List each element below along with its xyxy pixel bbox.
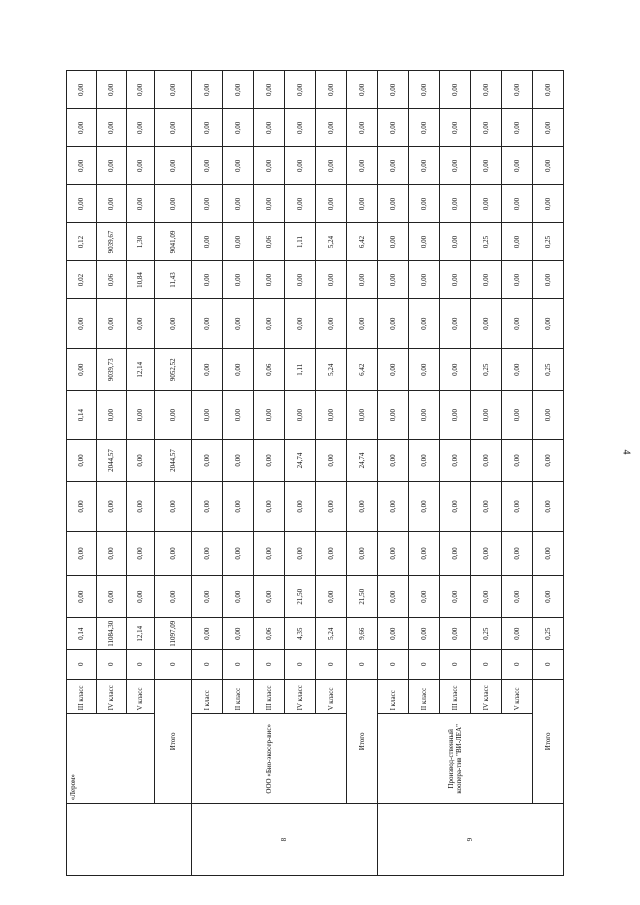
- total-value-cell: 6,42: [347, 223, 378, 261]
- total-value-cell: 0,00: [155, 185, 192, 223]
- value-cell: 0,00: [223, 147, 254, 185]
- value-cell: 0,00: [67, 349, 97, 391]
- value-cell: 0,00: [285, 185, 316, 223]
- value-cell: 0,00: [440, 482, 471, 532]
- total-value-cell: 0,00: [155, 299, 192, 349]
- value-cell: 0,00: [316, 71, 347, 109]
- value-cell: 0,00: [285, 482, 316, 532]
- total-value-cell: 0,00: [533, 482, 564, 532]
- total-value-cell: 0: [347, 650, 378, 680]
- value-cell: 0,00: [192, 71, 223, 109]
- value-cell: 0,00: [471, 185, 502, 223]
- value-cell: 0,00: [409, 439, 440, 481]
- value-cell: 0,00: [471, 147, 502, 185]
- value-cell: 1,30: [127, 223, 155, 261]
- value-cell: 9039,67: [97, 223, 127, 261]
- value-cell: 0: [97, 650, 127, 680]
- total-value-cell: 0,00: [347, 109, 378, 147]
- value-cell: 0: [502, 650, 533, 680]
- value-cell: 0,00: [378, 439, 409, 481]
- table-row: [67, 29, 97, 876]
- total-value-cell: 9,66: [347, 618, 378, 650]
- total-value-cell: 24,74: [347, 439, 378, 481]
- value-cell: 0,00: [502, 299, 533, 349]
- value-cell: 0,00: [409, 576, 440, 618]
- total-row: [533, 29, 564, 876]
- value-cell: 0,00: [502, 349, 533, 391]
- value-cell: 0,00: [254, 299, 285, 349]
- value-cell: 0,00: [378, 531, 409, 575]
- total-value-cell: 0,25: [533, 223, 564, 261]
- total-value-cell: 0,00: [533, 109, 564, 147]
- value-cell: 1,11: [285, 349, 316, 391]
- value-cell: 0,00: [502, 261, 533, 299]
- value-cell: 0,00: [316, 391, 347, 440]
- value-cell: 0,00: [316, 576, 347, 618]
- value-cell: 0,06: [254, 349, 285, 391]
- total-value-cell: 0,00: [155, 147, 192, 185]
- value-cell: 0,00: [97, 391, 127, 440]
- hazard-class-cell: II класс: [409, 679, 440, 714]
- value-cell: 0,00: [254, 109, 285, 147]
- row-number-cell: 8: [192, 804, 378, 876]
- value-cell: 0,00: [378, 147, 409, 185]
- value-cell: 0,00: [254, 576, 285, 618]
- value-cell: 0,00: [502, 576, 533, 618]
- total-value-cell: 0,00: [533, 71, 564, 109]
- total-value-cell: 0,00: [347, 185, 378, 223]
- value-cell: 0,00: [67, 439, 97, 481]
- value-cell: 0,25: [471, 618, 502, 650]
- value-cell: 0,00: [316, 147, 347, 185]
- total-value-cell: 0,00: [533, 391, 564, 440]
- value-cell: 0,00: [440, 349, 471, 391]
- value-cell: 0,00: [409, 299, 440, 349]
- value-cell: 0,00: [440, 71, 471, 109]
- total-value-cell: 0,25: [533, 349, 564, 391]
- value-cell: 0,00: [97, 299, 127, 349]
- value-cell: 0,00: [127, 185, 155, 223]
- value-cell: 0,00: [127, 299, 155, 349]
- hazard-class-cell: V класс: [502, 679, 533, 714]
- total-value-cell: 0,00: [533, 261, 564, 299]
- value-cell: 0,00: [254, 482, 285, 532]
- value-cell: 0,06: [254, 223, 285, 261]
- value-cell: 0,00: [440, 618, 471, 650]
- value-cell: 0,00: [223, 391, 254, 440]
- value-cell: 12,14: [127, 618, 155, 650]
- hazard-class-cell: III класс: [67, 679, 97, 714]
- value-cell: 0,00: [192, 299, 223, 349]
- value-cell: 0,00: [502, 71, 533, 109]
- value-cell: 0,00: [440, 391, 471, 440]
- value-cell: 0,00: [192, 391, 223, 440]
- value-cell: 0,00: [409, 531, 440, 575]
- value-cell: 0,00: [378, 299, 409, 349]
- hazard-class-cell: II класс: [223, 679, 254, 714]
- value-cell: 0,00: [316, 261, 347, 299]
- value-cell: 0,12: [67, 223, 97, 261]
- value-cell: 0: [440, 650, 471, 680]
- table-row: [192, 29, 223, 876]
- value-cell: 0,00: [192, 482, 223, 532]
- value-cell: 0,00: [502, 223, 533, 261]
- total-value-cell: 2044,57: [155, 439, 192, 481]
- value-cell: 0,00: [192, 531, 223, 575]
- value-cell: 0,00: [254, 185, 285, 223]
- value-cell: 0,00: [67, 185, 97, 223]
- value-cell: 2044,57: [97, 439, 127, 481]
- hazard-class-cell: IV класс: [471, 679, 502, 714]
- value-cell: 0,00: [192, 185, 223, 223]
- value-cell: 1,11: [285, 223, 316, 261]
- value-cell: 0,00: [378, 223, 409, 261]
- value-cell: 0,00: [223, 618, 254, 650]
- value-cell: 0,00: [471, 576, 502, 618]
- value-cell: 0,00: [409, 71, 440, 109]
- value-cell: 0,00: [192, 223, 223, 261]
- value-cell: 0,00: [502, 618, 533, 650]
- value-cell: 0,00: [471, 71, 502, 109]
- value-cell: 12,14: [127, 349, 155, 391]
- value-cell: 0,00: [440, 439, 471, 481]
- value-cell: 0,00: [440, 223, 471, 261]
- value-cell: 0,00: [471, 391, 502, 440]
- total-value-cell: 0: [155, 650, 192, 680]
- value-cell: 0,00: [285, 71, 316, 109]
- value-cell: 0: [223, 650, 254, 680]
- value-cell: 0,00: [316, 185, 347, 223]
- value-cell: 0,00: [127, 576, 155, 618]
- value-cell: 0,25: [471, 223, 502, 261]
- waste-data-table: [66, 28, 564, 876]
- value-cell: 0,00: [409, 618, 440, 650]
- value-cell: 0,00: [440, 261, 471, 299]
- total-value-cell: 0,00: [533, 147, 564, 185]
- value-cell: 0: [316, 650, 347, 680]
- value-cell: 0,02: [67, 261, 97, 299]
- value-cell: 0,00: [127, 109, 155, 147]
- value-cell: 0,00: [378, 618, 409, 650]
- value-cell: 0,00: [502, 391, 533, 440]
- value-cell: 0,00: [378, 185, 409, 223]
- value-cell: 0,00: [127, 439, 155, 481]
- total-value-cell: 0,00: [347, 531, 378, 575]
- value-cell: 0,00: [192, 261, 223, 299]
- page-number: 4: [620, 449, 632, 455]
- value-cell: 0,00: [440, 299, 471, 349]
- value-cell: 0,00: [254, 531, 285, 575]
- total-value-cell: 21,50: [347, 576, 378, 618]
- value-cell: 0,14: [67, 391, 97, 440]
- value-cell: 0,00: [471, 261, 502, 299]
- value-cell: 0: [471, 650, 502, 680]
- total-value-cell: 0: [533, 650, 564, 680]
- total-label-cell: Итого: [533, 679, 564, 804]
- hazard-class-cell: V класс: [127, 679, 155, 714]
- value-cell: 0: [409, 650, 440, 680]
- value-cell: 0,00: [223, 439, 254, 481]
- value-cell: 0: [285, 650, 316, 680]
- value-cell: 0,00: [127, 71, 155, 109]
- value-cell: 0,00: [192, 349, 223, 391]
- value-cell: 0,00: [127, 147, 155, 185]
- value-cell: 0,00: [223, 482, 254, 532]
- organization-name-cell: «Лером»: [67, 714, 155, 804]
- value-cell: 0,00: [285, 531, 316, 575]
- value-cell: 0,00: [440, 147, 471, 185]
- total-value-cell: 0,00: [533, 531, 564, 575]
- value-cell: 0,00: [316, 439, 347, 481]
- total-value-cell: 9052,52: [155, 349, 192, 391]
- value-cell: 0,00: [97, 482, 127, 532]
- value-cell: 0,00: [97, 531, 127, 575]
- value-cell: 0,00: [378, 576, 409, 618]
- total-row: [155, 29, 192, 876]
- value-cell: 0,00: [316, 109, 347, 147]
- value-cell: 0: [127, 650, 155, 680]
- hazard-class-cell: IV класс: [285, 679, 316, 714]
- total-value-cell: 0,00: [347, 147, 378, 185]
- value-cell: 0,00: [97, 147, 127, 185]
- value-cell: 0,00: [223, 223, 254, 261]
- total-value-cell: 0,00: [533, 576, 564, 618]
- value-cell: 0,00: [254, 71, 285, 109]
- value-cell: 0,00: [192, 576, 223, 618]
- value-cell: 0,00: [409, 185, 440, 223]
- value-cell: 0,00: [67, 71, 97, 109]
- hazard-class-cell: III класс: [254, 679, 285, 714]
- total-label-cell: Итого: [347, 679, 378, 804]
- value-cell: 0,00: [223, 531, 254, 575]
- value-cell: 0: [192, 650, 223, 680]
- value-cell: 0,00: [67, 299, 97, 349]
- total-value-cell: 0,00: [155, 109, 192, 147]
- total-value-cell: 11097,09: [155, 618, 192, 650]
- value-cell: 0,00: [378, 109, 409, 147]
- value-cell: 0,00: [223, 299, 254, 349]
- value-cell: 0: [378, 650, 409, 680]
- value-cell: 0,00: [192, 439, 223, 481]
- total-value-cell: 0,00: [155, 71, 192, 109]
- value-cell: 0,00: [409, 391, 440, 440]
- value-cell: 0,00: [471, 109, 502, 147]
- value-cell: 5,24: [316, 349, 347, 391]
- value-cell: 0,00: [440, 109, 471, 147]
- hazard-class-cell: V класс: [316, 679, 347, 714]
- value-cell: 0,00: [502, 185, 533, 223]
- value-cell: 0,00: [192, 109, 223, 147]
- total-value-cell: 0,00: [533, 299, 564, 349]
- value-cell: 4,35: [285, 618, 316, 650]
- value-cell: 0,00: [223, 185, 254, 223]
- value-cell: 0,00: [378, 482, 409, 532]
- total-value-cell: 0,00: [533, 185, 564, 223]
- total-value-cell: 0,00: [347, 482, 378, 532]
- total-value-cell: 0,00: [347, 391, 378, 440]
- value-cell: 0,00: [127, 531, 155, 575]
- row-number-cell: 9: [378, 804, 564, 876]
- value-cell: 0,00: [285, 261, 316, 299]
- value-cell: 0,00: [502, 482, 533, 532]
- value-cell: 0,00: [378, 71, 409, 109]
- value-cell: 0,00: [285, 299, 316, 349]
- table-row: [378, 29, 409, 876]
- total-value-cell: 6,42: [347, 349, 378, 391]
- total-value-cell: 9041,09: [155, 223, 192, 261]
- value-cell: 0,00: [471, 299, 502, 349]
- value-cell: 0,00: [67, 109, 97, 147]
- value-cell: 0,00: [502, 109, 533, 147]
- value-cell: 5,24: [316, 223, 347, 261]
- value-cell: 0,00: [254, 391, 285, 440]
- value-cell: 0,00: [409, 223, 440, 261]
- value-cell: 0,00: [409, 109, 440, 147]
- value-cell: 0,00: [378, 349, 409, 391]
- total-value-cell: 0,00: [155, 391, 192, 440]
- value-cell: 0,00: [471, 482, 502, 532]
- value-cell: 0,00: [409, 349, 440, 391]
- value-cell: 0,00: [502, 531, 533, 575]
- value-cell: 0,00: [97, 576, 127, 618]
- value-cell: 0,00: [223, 109, 254, 147]
- value-cell: 0,00: [316, 482, 347, 532]
- total-value-cell: 0,00: [155, 482, 192, 532]
- total-value-cell: 0,00: [155, 576, 192, 618]
- total-value-cell: 11,43: [155, 261, 192, 299]
- value-cell: 0,00: [502, 147, 533, 185]
- value-cell: 0,00: [127, 391, 155, 440]
- value-cell: 0,00: [316, 531, 347, 575]
- organization-name-cell: Производ-ственный коопера-тив "ВИ-ЛЕА": [378, 714, 533, 804]
- value-cell: 0,06: [254, 618, 285, 650]
- value-cell: 0,00: [192, 147, 223, 185]
- total-value-cell: 0,25: [533, 618, 564, 650]
- value-cell: 0,00: [223, 576, 254, 618]
- total-label-cell: Итого: [155, 679, 192, 804]
- hazard-class-cell: I класс: [378, 679, 409, 714]
- value-cell: 9039,73: [97, 349, 127, 391]
- value-cell: 0,00: [67, 147, 97, 185]
- total-value-cell: 0,00: [347, 299, 378, 349]
- value-cell: 0,25: [471, 349, 502, 391]
- total-row: [347, 29, 378, 876]
- value-cell: 0,00: [285, 147, 316, 185]
- value-cell: 0,00: [440, 185, 471, 223]
- value-cell: 0,00: [67, 531, 97, 575]
- value-cell: 0,00: [97, 109, 127, 147]
- value-cell: 0: [254, 650, 285, 680]
- value-cell: 0,00: [192, 618, 223, 650]
- total-value-cell: 0,00: [533, 439, 564, 481]
- value-cell: 0,00: [378, 391, 409, 440]
- value-cell: 0,00: [67, 482, 97, 532]
- value-cell: 0,00: [409, 261, 440, 299]
- value-cell: 0,00: [440, 576, 471, 618]
- value-cell: 21,50: [285, 576, 316, 618]
- value-cell: 0,06: [97, 261, 127, 299]
- value-cell: 0,00: [471, 531, 502, 575]
- value-cell: 0,00: [97, 185, 127, 223]
- value-cell: 0,00: [127, 482, 155, 532]
- rotated-page: [66, 28, 563, 876]
- value-cell: 0,00: [254, 261, 285, 299]
- value-cell: 24,74: [285, 439, 316, 481]
- value-cell: 0,00: [440, 531, 471, 575]
- value-cell: 0,00: [409, 147, 440, 185]
- total-value-cell: 0,00: [347, 71, 378, 109]
- value-cell: 10,84: [127, 261, 155, 299]
- value-cell: 0,00: [409, 482, 440, 532]
- value-cell: 11084,30: [97, 618, 127, 650]
- value-cell: 0,00: [378, 261, 409, 299]
- hazard-class-cell: IV класс: [97, 679, 127, 714]
- value-cell: 0,00: [471, 439, 502, 481]
- total-value-cell: 0,00: [155, 531, 192, 575]
- hazard-class-cell: III класс: [440, 679, 471, 714]
- value-cell: 0,00: [254, 439, 285, 481]
- total-value-cell: 0,00: [347, 261, 378, 299]
- hazard-class-cell: I класс: [192, 679, 223, 714]
- value-cell: 0,00: [67, 576, 97, 618]
- value-cell: 0,00: [285, 109, 316, 147]
- value-cell: 0,00: [223, 349, 254, 391]
- value-cell: 0,00: [285, 391, 316, 440]
- value-cell: 0,00: [223, 71, 254, 109]
- value-cell: 0,14: [67, 618, 97, 650]
- value-cell: 0,00: [316, 299, 347, 349]
- value-cell: 0,00: [502, 439, 533, 481]
- value-cell: 0,00: [97, 71, 127, 109]
- organization-name-cell: ООО «Био-экосер-вис»: [192, 714, 347, 804]
- value-cell: 0: [67, 650, 97, 680]
- row-number-cell: [67, 804, 192, 876]
- value-cell: 5,24: [316, 618, 347, 650]
- value-cell: 0,00: [223, 261, 254, 299]
- value-cell: 0,00: [254, 147, 285, 185]
